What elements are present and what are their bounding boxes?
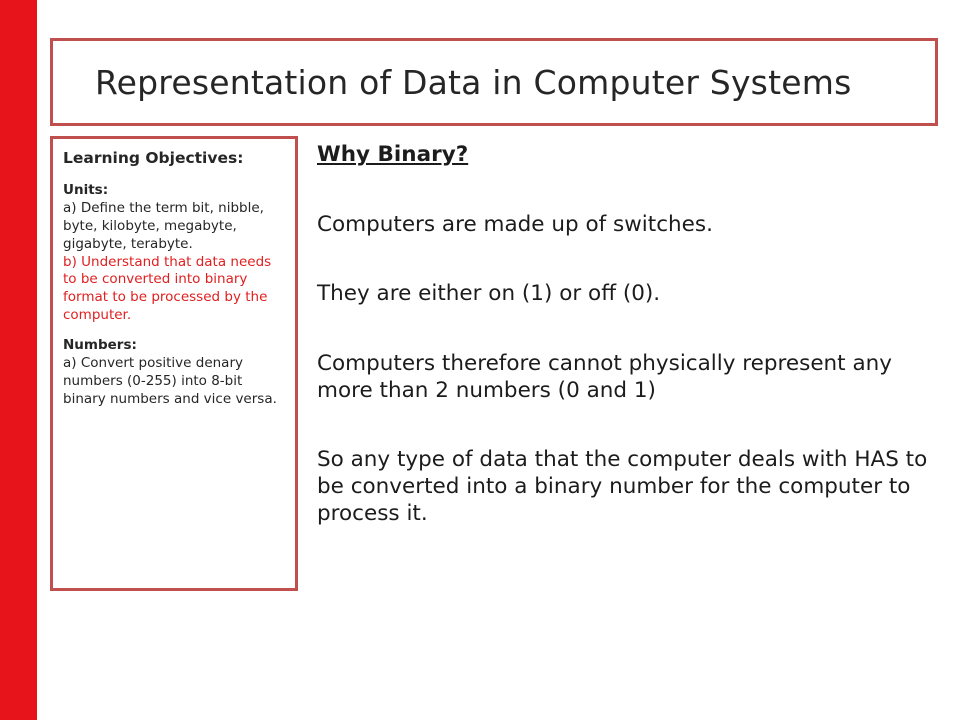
content-paragraph: Computers therefore cannot physically represent any more than 2 numbers (0 and 1)	[317, 350, 892, 403]
numbers-heading: Numbers:	[63, 337, 137, 354]
numbers-objective-a: a) Convert positive denary numbers (0-255) into 8-bit binary numbers and vice versa.	[63, 355, 277, 408]
content-paragraph: So any type of data that the computer deals with HAS to be converted into a binary number for the computer to process it.	[317, 447, 928, 526]
learning-objectives-box	[50, 136, 298, 591]
units-objective-b: b) Understand that data needs to be converted into binary format to be processed by the computer.	[63, 253, 272, 324]
units-objective-a: a) Define the term bit, nibble, byte, kilobyte, megabyte, gigabyte, terabyte.	[63, 199, 264, 252]
numbers-section	[63, 337, 287, 409]
title-box	[50, 38, 938, 126]
content-heading: Why Binary?	[317, 142, 469, 167]
units-heading: Units:	[63, 181, 109, 198]
slide-title: Representation of Data in Computer Systems	[95, 62, 852, 102]
objectives-title: Learning Objectives:	[63, 149, 244, 167]
main-content	[317, 142, 937, 527]
content-paragraph: Computers are made up of switches.	[317, 211, 713, 237]
accent-bar	[0, 0, 37, 720]
content-paragraph: They are either on (1) or off (0).	[317, 281, 661, 307]
